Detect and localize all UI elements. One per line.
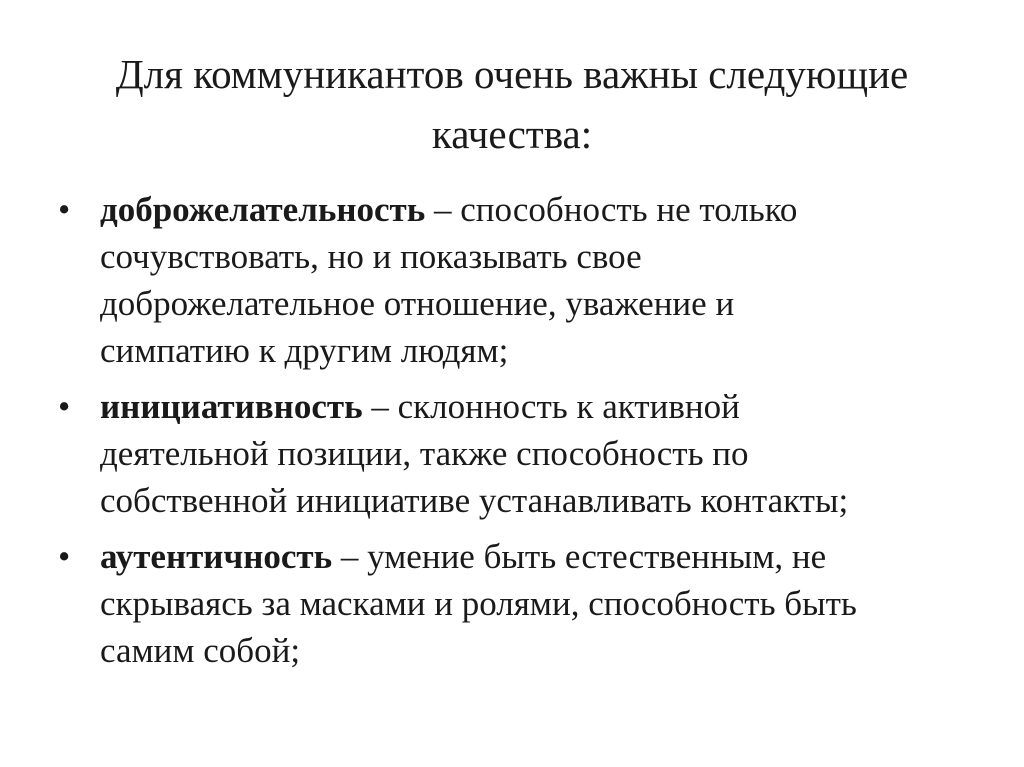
bullet-term: инициативность <box>100 387 363 426</box>
bullet-dot-icon: • <box>58 387 71 426</box>
bullet-item-benevolence <box>58 186 988 374</box>
bullet-first-line <box>100 383 988 430</box>
bullet-text-line: самим собой; <box>100 631 301 670</box>
bullet-dot-icon: • <box>58 190 71 229</box>
bullet-first-line-text: – склонность к активной <box>362 387 740 426</box>
bullet-first-line <box>100 533 988 580</box>
bullet-text-line: доброжелательное отношение, уважение и <box>100 284 735 323</box>
bullet-term: доброжелательность <box>100 190 426 229</box>
bullet-first-line-text: – умение быть естественным, не <box>332 537 827 576</box>
bullet-list <box>58 186 988 683</box>
bullet-first-line-text: – способность не только <box>425 190 798 229</box>
bullet-text-line: симпатию к другим людям; <box>100 331 509 370</box>
bullet-term: аутентичность <box>100 537 333 576</box>
bullet-item-initiative <box>58 383 988 524</box>
bullet-text-line: собственной инициативе устанавливать контакты; <box>100 481 849 520</box>
slide-title-line-2: качества: <box>431 111 593 157</box>
slide-title <box>40 44 984 164</box>
bullet-text-line: сочувствовать, но и показывать свое <box>100 237 642 276</box>
bullet-dot-icon: • <box>58 537 71 576</box>
bullet-text-line: деятельной позиции, также способность по <box>100 434 749 473</box>
bullet-item-authenticity <box>58 533 988 674</box>
slide-title-line-1: Для коммуникантов очень важны следующие <box>115 51 909 97</box>
bullet-text-line: скрываясь за масками и ролями, способность быть <box>100 584 857 623</box>
bullet-first-line <box>100 186 988 233</box>
